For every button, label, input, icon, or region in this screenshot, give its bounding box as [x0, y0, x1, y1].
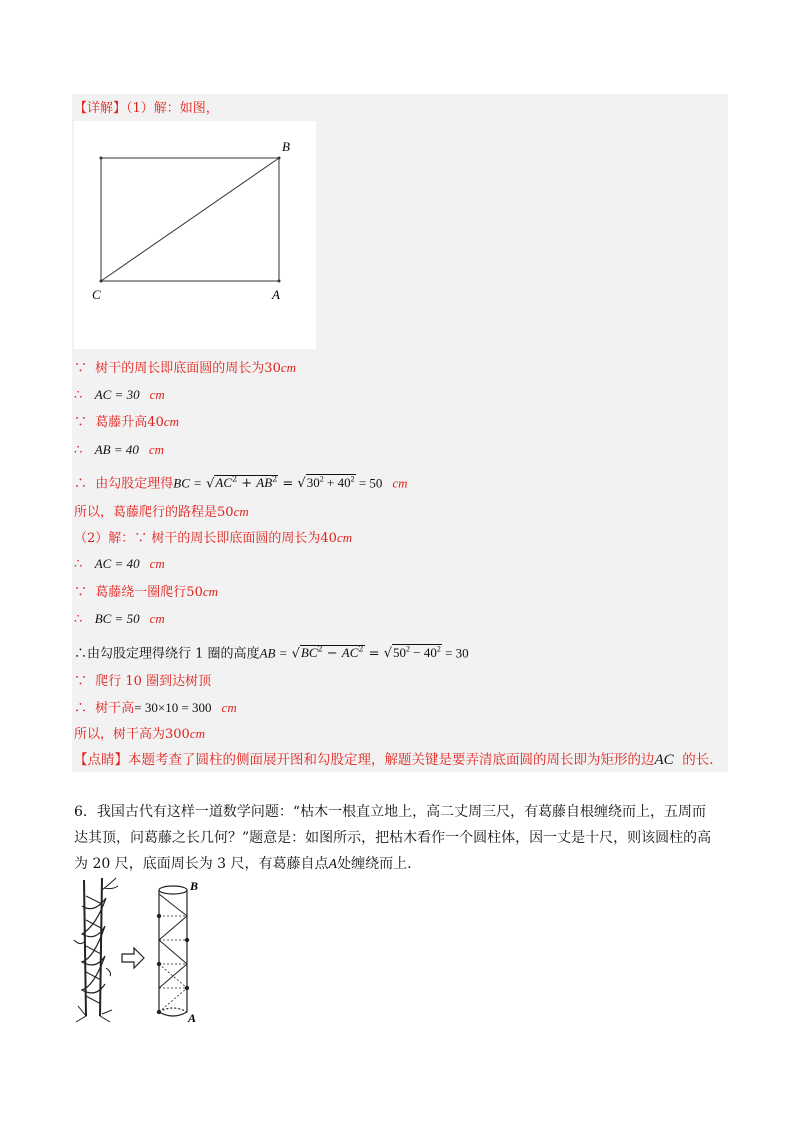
comment-line: [74, 751, 714, 769]
p2-l3-text: 葛藤绕一圈爬行: [95, 585, 187, 600]
therefore-symbol: ∴: [74, 443, 83, 458]
part1-intro: （1）解：如图，: [126, 101, 219, 116]
detail-tag: 【详解】: [74, 101, 127, 116]
cylinder-icon: [157, 886, 188, 1016]
p2-line4: [74, 610, 165, 629]
p1-line3: [74, 413, 179, 432]
right-arrow-icon: [122, 948, 144, 968]
p2-l7-unit: cm: [221, 700, 237, 715]
label-a: A: [272, 287, 280, 302]
p2-l5-r1: BC: [300, 645, 318, 661]
label-c: C: [92, 287, 101, 302]
therefore-symbol: ∴: [74, 701, 88, 716]
p2-l3-unit: cm: [202, 584, 219, 599]
p2-line5: ∴由勾股定理得绕行 1 圈的高度AB = $√BC^2 - AC^2 = √50^2 - 40^2 = 30$: [74, 645, 469, 662]
comment-math: AC: [654, 752, 674, 768]
tree-cylinder-diagram: [72, 876, 212, 1026]
p1-l1-text: 树干的周长即底面圆的周长为: [95, 361, 265, 376]
p1-l5-eq: =: [278, 476, 298, 492]
exp: 2: [436, 645, 441, 654]
p1-l4-unit: cm: [148, 442, 165, 457]
p1-l4-math: AB = 40: [94, 442, 139, 457]
p2-l5-eq: =: [364, 646, 384, 662]
solution-header: [74, 100, 219, 118]
exp: 2: [358, 645, 364, 654]
problem6-line3-end: 处缠绕而上.: [337, 856, 412, 872]
p2-l5-result: = 30: [441, 645, 469, 661]
because-symbol: ∵: [74, 585, 88, 600]
p2-l3-value: 50: [186, 585, 203, 600]
therefore-symbol: ∴: [74, 612, 83, 627]
p1-l5-lhs: BC =: [173, 475, 202, 491]
therefore-symbol: ∴: [74, 557, 83, 572]
therefore-symbol: ∴: [74, 646, 88, 662]
p2-line7: [74, 699, 237, 718]
tree-cylinder-figure: [72, 876, 212, 1026]
p2-line2: [74, 555, 165, 574]
p1-l5-unit: cm: [392, 475, 408, 491]
p2-line1: [74, 529, 352, 548]
p2-line3: [74, 583, 218, 602]
p1-l5-r1: AC: [215, 475, 232, 491]
p2-l1-text: （2）解：∵ 树干的周长即底面圆的周长为: [74, 531, 321, 546]
exp: 2: [319, 475, 324, 484]
p1-l5-plus: +: [237, 476, 257, 492]
p2-l2-math: AC = 40: [94, 556, 140, 571]
p1-l2-unit: cm: [149, 387, 165, 402]
p2-l4-math: BC = 50: [94, 611, 140, 626]
p1-l3-unit: cm: [163, 414, 180, 429]
p1-line5: ∴ 由勾股定理得BC = $√AC^2 + AB^2 = √30^2 + 40^2 = 50$ cm: [74, 475, 408, 492]
p1-l6-text: 所以，葛藤爬行的路程是: [74, 505, 218, 520]
exp: 2: [405, 645, 410, 654]
rectangle-figure: [74, 121, 316, 349]
p2-l6-text: 爬行 10 圈到达树顶: [95, 674, 212, 689]
p1-l6-value: 50: [217, 505, 234, 520]
p1-l5-n1: 30: [306, 475, 320, 491]
p1-l1-value: 30: [264, 361, 281, 376]
exp: 2: [350, 475, 355, 484]
p2-l7-math: = 30×10 = 300: [134, 700, 212, 715]
p2-l5-r2: AC: [341, 645, 359, 661]
because-symbol: ∵: [74, 415, 88, 430]
p2-l5-n2: 40: [423, 645, 437, 661]
p2-l7-text: 树干高: [95, 701, 135, 716]
because-symbol: ∵: [74, 674, 88, 689]
p1-l5-r2: AB: [256, 475, 273, 491]
p2-l5-n1: 50: [392, 645, 406, 661]
problem6-line1: 6．我国古代有这样一道数学问题：“枯木一根直立地上，高二丈周三尺，有葛藤自根缠绕而上，五周而: [74, 804, 707, 820]
exp: 2: [232, 475, 238, 484]
problem6-line3: [74, 851, 734, 878]
p1-line6: [74, 503, 249, 522]
p1-l3-text: 葛藤升高: [95, 415, 148, 430]
p2-l5-text: 由勾股定理得绕行 1 圈的高度: [87, 646, 260, 662]
p2-l8-text: 所以，树干高为: [74, 727, 166, 742]
p1-l3-value: 40: [147, 415, 164, 430]
p1-line2: [74, 386, 165, 405]
therefore-symbol: ∴: [74, 476, 88, 492]
p2-l4-unit: cm: [149, 611, 165, 626]
p1-l5-text: 由勾股定理得: [95, 476, 174, 492]
label-b: B: [190, 879, 199, 893]
tree-icon: [74, 878, 118, 1022]
p2-l8-unit: cm: [189, 726, 206, 741]
p1-l5-n2: 40: [337, 475, 351, 491]
p1-line4: [74, 441, 164, 460]
p2-l2-unit: cm: [149, 556, 165, 571]
rectangle-diagram: [74, 121, 316, 349]
problem6-point-a: A: [328, 857, 338, 872]
p1-l2-math: AC = 30: [94, 387, 140, 402]
comment-tag: 【点睛】: [74, 752, 128, 768]
problem6-line3-text: 为 20 尺，底面周长为 3 尺，有葛藤自点: [74, 856, 329, 872]
exp: 2: [272, 475, 278, 484]
exp: 2: [317, 645, 323, 654]
p1-l5-result: = 50: [355, 475, 383, 491]
p2-line6: [74, 673, 211, 691]
p1-line1: [74, 359, 296, 378]
problem6-line2: 达其顶，问葛藤之长几何？”题意是：如图所示，把枯木看作一个圆柱体，因一丈是十尺，则该圆柱的高: [74, 830, 712, 846]
p1-l1-unit: cm: [280, 360, 297, 375]
p2-l1-value: 40: [320, 531, 337, 546]
because-symbol: ∵: [74, 361, 88, 376]
p2-l8-value: 300: [165, 727, 190, 742]
p2-l5-lhs: AB =: [259, 645, 288, 661]
p1-l6-unit: cm: [233, 504, 249, 519]
p2-l1-unit: cm: [336, 530, 353, 545]
label-b: B: [282, 139, 290, 154]
p2-l5-minus: −: [322, 646, 342, 662]
therefore-symbol: ∴: [74, 388, 83, 403]
comment-text: 本题考查了圆柱的侧面展开图和勾股定理，解题关键是要弄清底面圆的周长即为矩形的边: [128, 752, 655, 768]
label-a: A: [188, 1011, 197, 1025]
p2-line8: [74, 725, 205, 744]
comment-end: 的长.: [682, 752, 714, 768]
